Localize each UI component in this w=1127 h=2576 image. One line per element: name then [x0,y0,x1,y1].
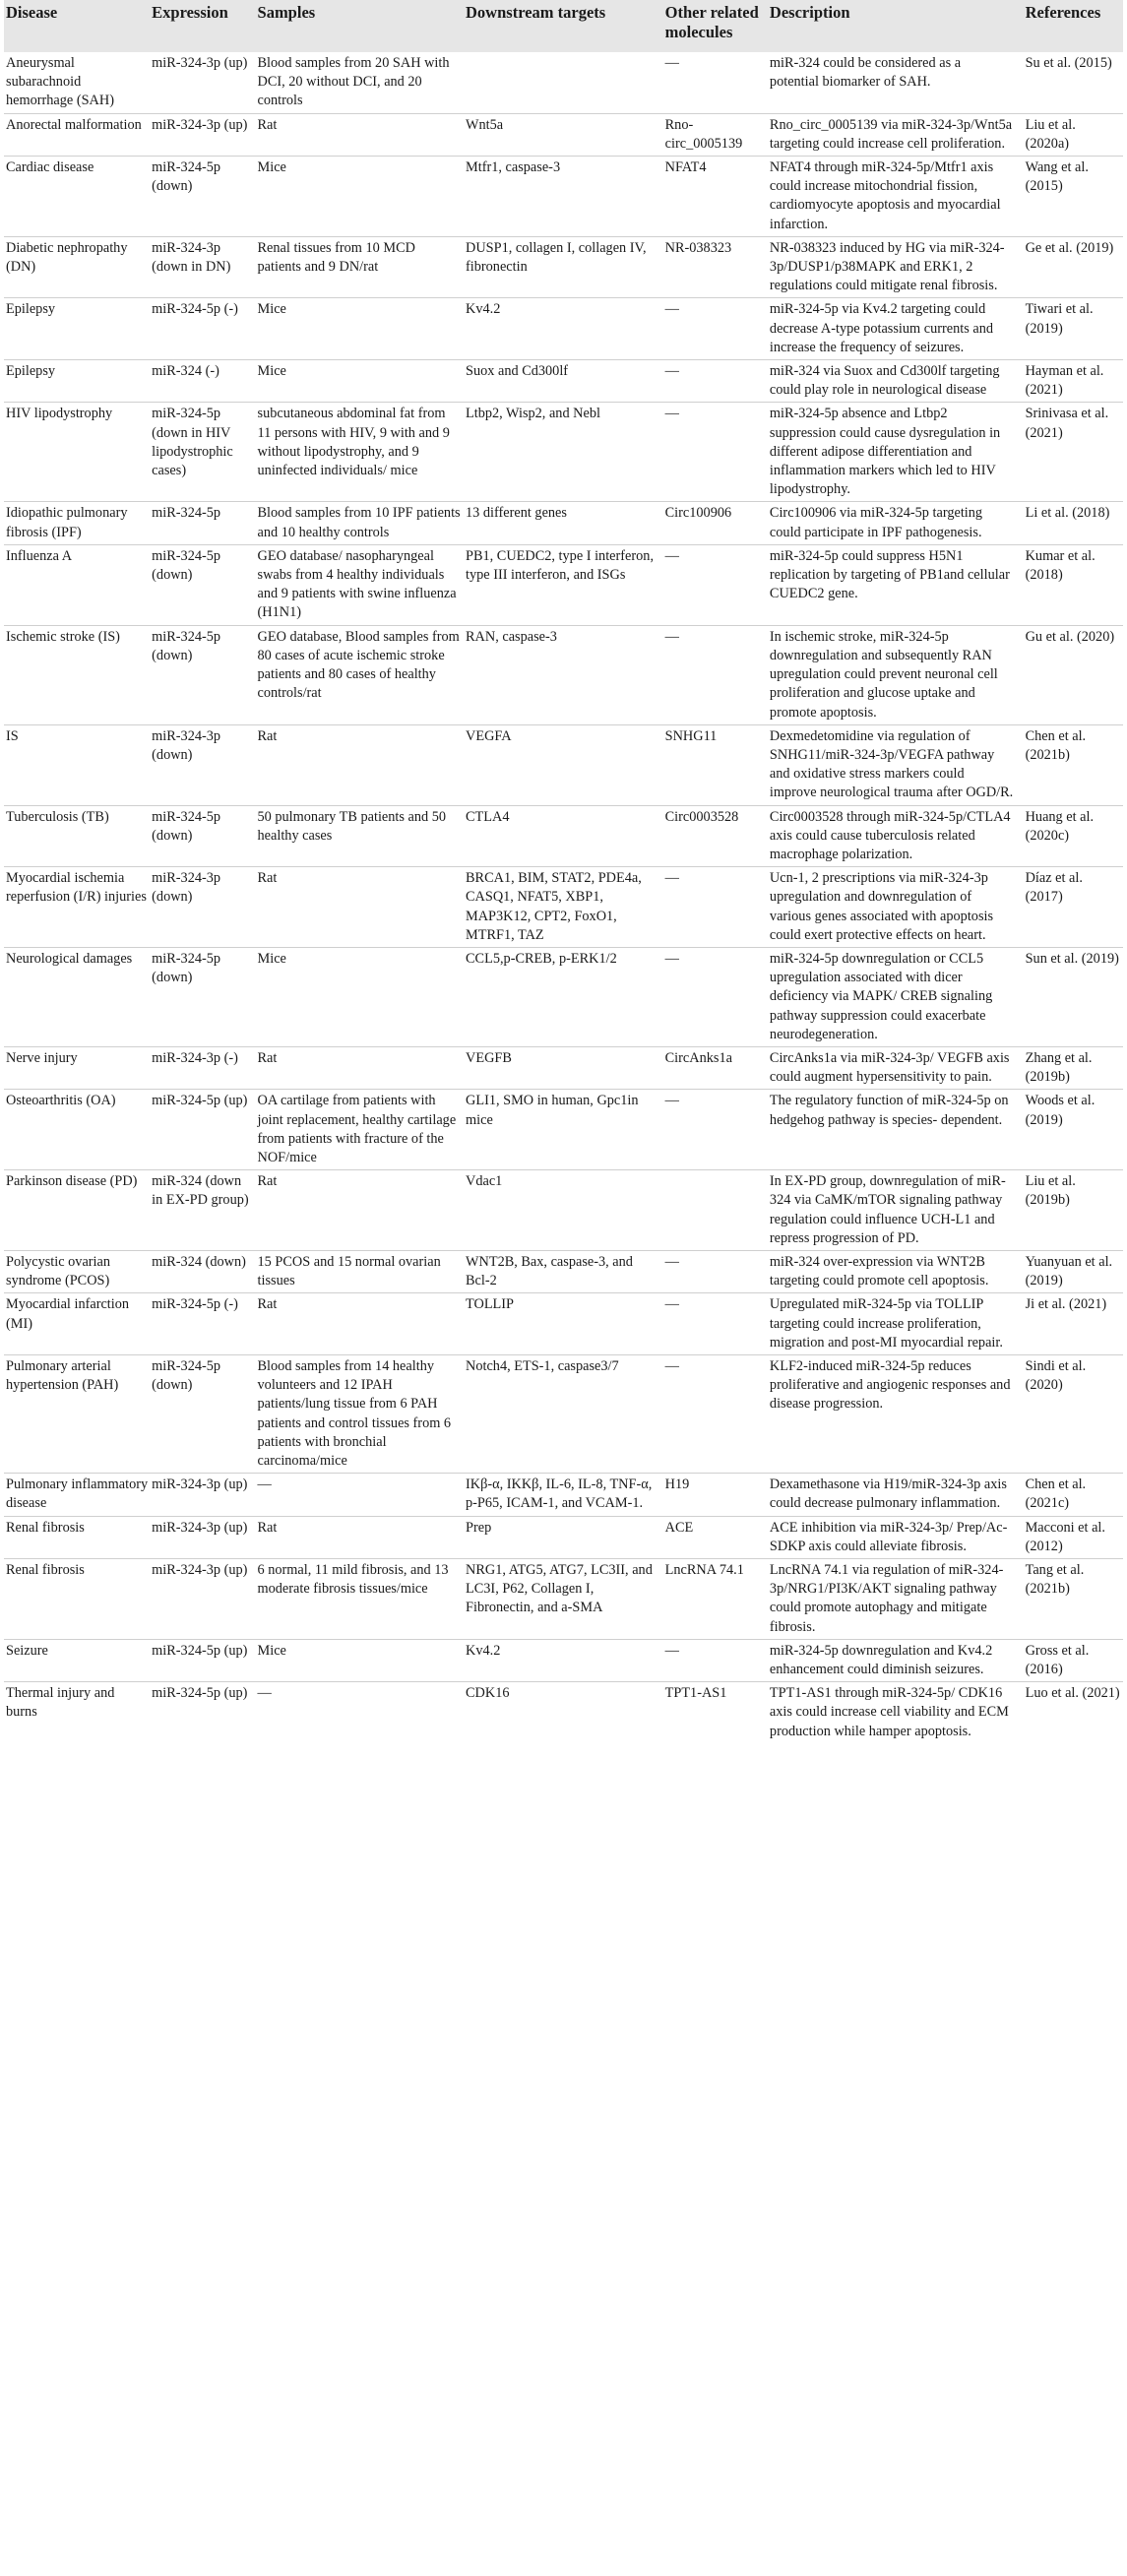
cell-downstream-targets: Wnt5a [466,116,504,133]
table-row [4,502,1123,544]
cell-disease: Ischemic stroke (IS) [6,628,120,645]
cell-expression: miR-324-5p [152,505,221,522]
cell-other-molecules: NFAT4 [664,159,707,176]
header-downstream-targets: Downstream targets [466,3,606,22]
cell-description: Circ0003528 through miR-324-5p/CTLA4 axis could cause tuberculosis related macrophage polarization. [769,808,1011,862]
cell-other-molecules: TPT1-AS1 [664,1685,727,1702]
cell-downstream-targets: DUSP1, collagen I, collagen IV, fibronectin [466,239,647,276]
cell-expression: miR-324-5p (up) [152,1685,248,1702]
cell-description: LncRNA 74.1 via regulation of miR-324-3p/NRG1/PI3K/AKT signaling pathway could promote autophagy and mitigate fibrosis. [769,1562,1004,1635]
cell-other-molecules: — [664,1253,679,1270]
cell-other-molecules: H19 [664,1476,690,1493]
cell-expression: miR-324-5p (up) [152,1093,248,1109]
cell-expression: miR-324-3p (down in DN) [152,239,231,276]
table-row [4,1355,1123,1474]
cell-description: miR-324 over-expression via WNT2B targeting could promote cell apoptosis. [769,1253,989,1289]
cell-reference: Li et al. (2018) [1025,505,1110,522]
header-description: Description [769,3,850,22]
header-references: References [1025,3,1101,22]
cell-samples: Rat [257,1519,278,1536]
cell-disease: Myocardial infarction (MI) [6,1296,130,1332]
cell-description: miR-324-5p could suppress H5N1 replication by targeting of PB1and cellular CUEDC2 gene. [769,547,1010,602]
cell-disease: Aneurysmal subarachnoid hemorrhage (SAH) [6,55,114,109]
cell-reference: Chen et al. (2021c) [1025,1476,1087,1512]
cell-expression: miR-324 (down in EX-PD group) [152,1173,249,1209]
cell-samples: Mice [257,1642,286,1659]
cell-downstream-targets: Kv4.2 [466,301,501,318]
cell-samples: Blood samples from 20 SAH with DCI, 20 without DCI, and 20 controls [257,55,450,109]
cell-disease: Polycystic ovarian syndrome (PCOS) [6,1253,111,1289]
cell-expression: miR-324 (-) [152,363,219,380]
cell-description: Circ100906 via miR-324-5p targeting could participate in IPF pathogenesis. [769,505,983,540]
cell-reference: Díaz et al. (2017) [1025,870,1083,906]
cell-downstream-targets: RAN, caspase-3 [466,628,557,645]
cell-expression: miR-324-5p (down) [152,547,221,584]
table-row [4,298,1123,360]
cell-samples: Blood samples from 10 IPF patients and 10 healthy controls [257,505,461,540]
cell-other-molecules: ACE [664,1519,694,1536]
cell-downstream-targets [464,52,659,113]
table-row [4,52,1123,113]
cell-reference: Chen et al. (2021b) [1025,727,1087,763]
cell-samples: Mice [257,159,286,176]
cell-description: miR-324-5p downregulation or CCL5 upregulation associated with dicer deficiency via MAPK/ CREB signaling pathway suppression could exacerbate neurodegeneration. [769,950,993,1042]
cell-other-molecules: Circ0003528 [664,808,739,825]
cell-other-molecules: LncRNA 74.1 [664,1562,744,1579]
cell-other-molecules: — [664,301,679,318]
cell-downstream-targets: 13 different genes [466,505,567,522]
header-expression: Expression [152,3,228,22]
cell-expression: miR-324-3p (down) [152,727,221,763]
cell-samples: 15 PCOS and 15 normal ovarian tissues [257,1253,441,1289]
cell-description: miR-324-5p downregulation and Kv4.2 enhancement could diminish seizures. [769,1642,993,1678]
cell-expression: miR-324-5p (-) [152,1296,238,1313]
cell-reference: Tiwari et al. (2019) [1025,301,1094,337]
cell-disease: Diabetic nephropathy (DN) [6,239,128,276]
cell-expression: miR-324-5p (down) [152,1358,221,1394]
cell-reference: Gu et al. (2020) [1025,628,1115,645]
cell-samples: — [257,1685,272,1702]
cell-samples: Blood samples from 14 healthy volunteers and 12 IPAH patients/lung tissue from 6 PAH patients and control tissues from 6 patients with bronchial carcinoma/mice [257,1358,452,1470]
cell-expression: miR-324-5p (down) [152,628,221,663]
cell-reference: Zhang et al. (2019b) [1025,1049,1093,1086]
cell-description: miR-324-5p via Kv4.2 targeting could decrease A-type potassium currents and increase the frequency of seizures. [769,301,994,355]
cell-samples: Mice [257,950,286,967]
cell-disease: Osteoarthritis (OA) [6,1093,116,1109]
header-other-related-molecules: Other related molecules [664,3,759,41]
cell-downstream-targets: Mtfr1, caspase-3 [466,159,561,176]
cell-other-molecules: — [664,628,679,645]
cell-description: Dexamethasone via H19/miR-324-3p axis could decrease pulmonary inflammation. [769,1476,1007,1512]
cell-reference: Su et al. (2015) [1025,55,1112,71]
cell-downstream-targets: Notch4, ETS-1, caspase3/7 [466,1358,619,1374]
cell-disease: Pulmonary arterial hypertension (PAH) [6,1358,119,1394]
cell-description: NFAT4 through miR-324-5p/Mtfr1 axis could increase mitochondrial fission, cardiomyocyte apoptosis and myocardial infarction. [769,159,1001,232]
cell-expression: miR-324 (down) [152,1253,246,1270]
cell-expression: miR-324-5p (up) [152,1642,248,1659]
cell-expression: miR-324-5p (down) [152,808,221,844]
cell-reference: Ji et al. (2021) [1025,1296,1107,1313]
cell-description: ACE inhibition via miR-324-3p/ Prep/Ac-SDKP axis could alleviate fibrosis. [769,1519,1008,1554]
cell-samples: Mice [257,363,286,380]
cell-description: TPT1-AS1 through miR-324-5p/ CDK16 axis could increase cell viability and ECM production while hamper apoptosis. [769,1685,1009,1739]
cell-samples: Rat [257,1049,278,1066]
cell-other-molecules: Circ100906 [664,505,732,522]
cell-other-molecules: — [664,1093,679,1109]
cell-samples: 6 normal, 11 mild fibrosis, and 13 moderate fibrosis tissues/mice [257,1562,449,1598]
cell-disease: Myocardial ischemia reperfusion (I/R) injuries [6,870,147,906]
cell-other-molecules: — [664,547,679,564]
table-row [4,360,1123,403]
cell-downstream-targets: Prep [466,1519,492,1536]
cell-disease: Influenza A [6,547,73,564]
cell-disease: Nerve injury [6,1049,78,1066]
cell-reference: Liu et al. (2019b) [1025,1173,1076,1209]
cell-reference: Wang et al. (2015) [1025,159,1089,195]
cell-downstream-targets: CCL5,p-CREB, p-ERK1/2 [466,950,617,967]
table-row [4,1250,1123,1292]
cell-samples: subcutaneous abdominal fat from 11 persons with HIV, 9 with and 9 without lipodystrophy, and 9 uninfected individuals/ mice [257,406,450,479]
table-row [4,544,1123,625]
cell-disease: Anorectal malformation [6,116,142,133]
cell-other-molecules: CircAnks1a [664,1049,732,1066]
cell-samples: — [257,1476,272,1493]
cell-samples: GEO database/ nasopharyngeal swabs from 4 healthy individuals and 9 patients with swine influenza (H1N1) [257,547,457,621]
table-row [4,1559,1123,1640]
cell-other-molecules: SNHG11 [664,727,718,744]
cell-disease: Neurological damages [6,950,133,967]
cell-expression: miR-324-3p (down) [152,870,221,906]
table-row [4,403,1123,502]
cell-samples: 50 pulmonary TB patients and 50 healthy cases [257,808,447,844]
table-row [4,1682,1123,1743]
cell-reference: Kumar et al. (2018) [1025,547,1096,584]
cell-description: CircAnks1a via miR-324-3p/ VEGFB axis could augment hypersensitivity to pain. [769,1049,1010,1086]
cell-disease: Thermal injury and burns [6,1685,115,1721]
cell-downstream-targets: Kv4.2 [466,1642,501,1659]
table-row [4,236,1123,298]
table-row [4,1293,1123,1355]
cell-reference: Ge et al. (2019) [1025,239,1114,256]
cell-samples: Rat [257,870,278,887]
cell-other-molecules [659,1170,764,1251]
table-row [4,1516,1123,1558]
cell-other-molecules: — [664,1296,679,1313]
cell-other-molecules: — [664,870,679,887]
cell-samples: Rat [257,116,278,133]
table-row [4,1090,1123,1170]
cell-disease: Epilepsy [6,363,56,380]
cell-other-molecules: — [664,1642,679,1659]
cell-downstream-targets: Vdac1 [466,1173,503,1190]
cell-reference: Woods et al. (2019) [1025,1093,1096,1128]
cell-samples: Rat [257,727,278,744]
table-header [4,0,1123,52]
cell-downstream-targets: PB1, CUEDC2, type I interferon, type III interferon, and ISGs [466,547,655,584]
cell-reference: Luo et al. (2021) [1025,1685,1120,1702]
table-row [4,724,1123,805]
cell-expression: miR-324-3p (up) [152,1476,248,1493]
cell-description: NR-038323 induced by HG via miR-324-3p/DUSP1/p38MAPK and ERK1, 2 regulations could mitigate renal fibrosis. [769,239,1005,294]
cell-downstream-targets: BRCA1, BIM, STAT2, PDE4a, CASQ1, NFAT5, XBP1, MAP3K12, CPT2, FoxO1, MTRF1, TAZ [466,870,642,943]
cell-downstream-targets: CTLA4 [466,808,510,825]
cell-reference: Gross et al. (2016) [1025,1642,1090,1678]
cell-downstream-targets: VEGFB [466,1049,512,1066]
cell-other-molecules: Rno-circ_0005139 [664,116,743,152]
cell-reference: Yuanyuan et al. (2019) [1025,1253,1113,1289]
cell-other-molecules: — [664,363,679,380]
cell-expression: miR-324-3p (up) [152,116,248,133]
cell-other-molecules: — [664,55,679,71]
cell-reference: Huang et al. (2020c) [1025,808,1095,844]
table-row [4,867,1123,948]
table-body [4,52,1123,1743]
cell-downstream-targets: TOLLIP [466,1296,514,1313]
cell-description: miR-324 could be considered as a potential biomarker of SAH. [769,55,962,91]
cell-samples: Rat [257,1296,278,1313]
cell-disease: Idiopathic pulmonary fibrosis (IPF) [6,505,128,540]
cell-downstream-targets: Suox and Cd300lf [466,363,569,380]
header-row [4,0,1123,52]
cell-disease: Tuberculosis (TB) [6,808,109,825]
cell-reference: Macconi et al. (2012) [1025,1519,1105,1554]
cell-disease: Renal fibrosis [6,1519,85,1536]
cell-description: In EX-PD group, downregulation of miR-324 via CaMK/mTOR signaling pathway regulation could influence UCH-L1 and repress progression of PD. [769,1173,1006,1246]
cell-expression: miR-324-5p (down in HIV lipodystrophic cases) [152,406,233,479]
cell-samples: OA cartilage from patients with joint replacement, healthy cartilage from patients with fracture of the NOF/mice [257,1093,457,1165]
cell-description: Ucn-1, 2 prescriptions via miR-324-3p upregulation and downregulation of various genes associated with apoptosis could exert protective effects on heart. [769,870,994,943]
table-row [4,1639,1123,1681]
cell-downstream-targets: VEGFA [466,727,512,744]
cell-samples: Rat [257,1173,278,1190]
cell-downstream-targets: CDK16 [466,1685,510,1702]
cell-description: Rno_circ_0005139 via miR-324-3p/Wnt5a targeting could increase cell proliferation. [769,116,1013,152]
cell-disease: IS [6,727,19,744]
cell-description: In ischemic stroke, miR-324-5p downregulation and subsequently RAN upregulation could prevent neuronal cell proliferation and glucose uptake and promote apoptosis. [769,628,998,721]
table-row [4,113,1123,156]
cell-disease: HIV lipodystrophy [6,406,113,422]
table-row [4,1474,1123,1516]
mir324-disease-table [4,0,1123,1743]
cell-other-molecules: — [664,1358,679,1374]
cell-downstream-targets: IKβ-α, IKKβ, IL-6, IL-8, TNF-α, p-P65, ICAM-1, and VCAM-1. [466,1476,653,1512]
cell-disease: Cardiac disease [6,159,94,176]
table-row [4,625,1123,724]
cell-disease: Epilepsy [6,301,56,318]
table-row [4,1170,1123,1251]
cell-downstream-targets: WNT2B, Bax, caspase-3, and Bcl-2 [466,1253,633,1289]
cell-disease: Seizure [6,1642,48,1659]
cell-expression: miR-324-3p (up) [152,1519,248,1536]
cell-samples: Mice [257,301,286,318]
cell-disease: Parkinson disease (PD) [6,1173,138,1190]
cell-description: The regulatory function of miR-324-5p on hedgehog pathway is species- dependent. [769,1093,1009,1128]
cell-expression: miR-324-3p (up) [152,1562,248,1579]
cell-expression: miR-324-5p (down) [152,159,221,195]
cell-samples: Renal tissues from 10 MCD patients and 9 DN/rat [257,239,415,276]
cell-description: Upregulated miR-324-5p via TOLLIP targeting could increase proliferation, migration and post-MI myocardial repair. [769,1296,1003,1351]
cell-other-molecules: NR-038323 [664,239,732,256]
cell-downstream-targets: NRG1, ATG5, ATG7, LC3II, and LC3I, P62, Collagen I, Fibronectin, and a-SMA [466,1562,653,1616]
cell-reference: Hayman et al. (2021) [1025,363,1104,399]
cell-reference: Liu et al. (2020a) [1025,116,1076,152]
cell-reference: Sindi et al. (2020) [1025,1358,1087,1394]
cell-disease: Pulmonary inflammatory disease [6,1476,149,1512]
cell-samples: GEO database, Blood samples from 80 cases of acute ischemic stroke patients and 80 cases of healthy controls/rat [257,628,460,702]
header-samples: Samples [257,3,316,22]
header-disease: Disease [6,3,58,22]
table-row [4,947,1123,1046]
table-row [4,805,1123,867]
cell-expression: miR-324-5p (down) [152,950,221,986]
cell-downstream-targets: GLI1, SMO in human, Gpc1in mice [466,1093,639,1128]
cell-other-molecules: — [664,406,679,422]
cell-disease: Renal fibrosis [6,1562,85,1579]
cell-other-molecules: — [664,950,679,967]
cell-expression: miR-324-5p (-) [152,301,238,318]
cell-expression: miR-324-3p (-) [152,1049,238,1066]
cell-reference: Tang et al. (2021b) [1025,1562,1085,1598]
cell-description: miR-324 via Suox and Cd300lf targeting could play role in neurological disease [769,363,1000,399]
cell-downstream-targets: Ltbp2, Wisp2, and Nebl [466,406,600,422]
cell-expression: miR-324-3p (up) [152,55,248,71]
cell-description: miR-324-5p absence and Ltbp2 suppression could cause dysregulation in different adipose differentiation and inflammation markers which led to HIV lipodystrophy. [769,406,1001,498]
cell-description: Dexmedetomidine via regulation of SNHG11/miR-324-3p/VEGFA pathway and oxidative stress markers could improve neurological trauma after OGD/R. [769,727,1014,801]
table-row [4,157,1123,237]
cell-reference: Sun et al. (2019) [1025,950,1119,967]
table-row [4,1046,1123,1089]
cell-reference: Srinivasa et al. (2021) [1025,406,1109,441]
cell-description: KLF2-induced miR-324-5p reduces proliferative and angiogenic responses and disease progression. [769,1358,1011,1413]
